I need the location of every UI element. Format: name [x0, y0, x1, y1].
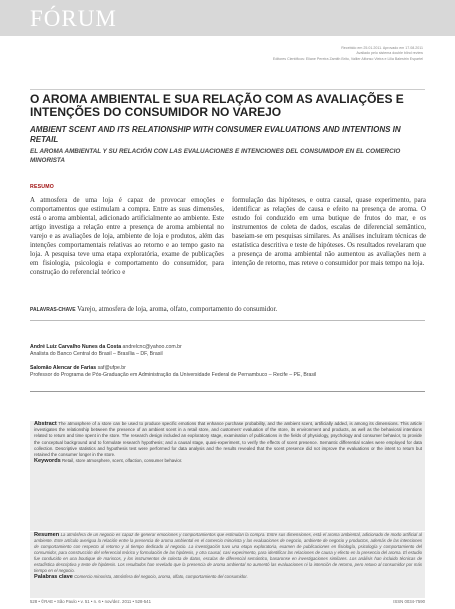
abstract-keywords-label: Keywords	[34, 458, 61, 465]
abstract-keywords-text: Retail, store atmosphere, scent, olfaction, consumer behavior.	[61, 458, 183, 464]
author-2-email[interactable]: saf@ufpe.br	[97, 365, 126, 371]
editors-note: Editores Científicos: Eliane Pereira Zamith Brito, Vallier Alfonso Vieira e Lilia Balestrin Espartel	[272, 57, 423, 61]
resumo-heading: RESUMO	[30, 184, 54, 190]
abstract	[34, 421, 422, 464]
author-1	[30, 344, 425, 358]
footer-issn: ISSN 0034-7590	[393, 599, 425, 604]
article-title-en: AMBIENT SCENT AND ITS RELATIONSHIP WITH CONSUMER EVALUATIONS AND INTENTIONS IN RETAIL	[30, 125, 401, 144]
article-title-pt: O AROMA AMBIENTAL E SUA RELAÇÃO COM AS AVALIAÇÕES E INTENÇÕES DO CONSUMIDOR NO VAREJO	[30, 92, 404, 119]
keywords-pt	[30, 306, 425, 313]
author-2-name: Salomão Alencar de Farias	[30, 365, 97, 371]
resumo-column-1: A atmosfera de uma loja é capaz de provocar emoções e comportamentos que estimulam a compra. Entre as suas dimensões, está o aroma ambiental, adicionado artificialmente ao ambiente. Este artigo investiga a relação entre a presença de aroma ambiental no varejo e as avaliações de loja, ambiente de loja e produtos, além das intenções comportamentais relativas ao retorno e ao tempo gasto na loja. A pesquisa teve uma etapa exploratória, exame de publicações em fisiologia, psicologia e comportamento do consumidor, para construção do referencial teórico e	[30, 197, 224, 277]
resumen-text: La atmósfera de un negocio es capaz de generar emociones y comportamientos que estimulan la compra. Entre sus dimensiones, está el aroma ambiental, adicionado de modo artificial al ambiente. Este artículo averigua la relación entre la presencia de aroma ambiental en el comercio minorista y las evaluaciones de negocio, ambiente de negocio y productos, además de las intenciones de comportamiento con respecto al retorno y al tiempo dedicado al negocio. La investigación tuvo una etapa exploratoria, examen de publicaciones en fisiología, psicología y comportamiento del consumidor, para construcción del referencial teórico y formulación de las hipótesis, y otra causal, casi experimento, para identificar las relaciones de causa y efecto en la presencia del aroma. El estudio fue conducido en una boutique de mariscos, y los instrumentos de colecta de datos, escalas de diferencial semántico, basaronse en investigaciones similares. Los análisis han incluido técnicas de estadística descriptiva y teste de hipótesis. Los resultados han revelado que la presencia de aroma ambiental no aumentó las evaluaciones ni la intención de retorno, pero retuvo al consumidor por más tiempo en el negocio.	[34, 532, 422, 573]
author-1-name: André Luiz Carvalho Nunes da Costa	[30, 344, 122, 350]
article-title-es: EL AROMA AMBIENTAL Y SU RELACIÓN CON LAS EVALUACIONES E INTENCIONES DEL CONSUMIDOR EN EL COMERCIO MINORISTA	[30, 148, 401, 164]
keywords-pt-text: Varejo, atmosfera de loja, aroma, olfato, comportamento do consumidor.	[77, 306, 278, 313]
title-divider	[30, 89, 425, 90]
footer-citation: 528 • ©RAE • São Paulo • v. 51 • n. 6 • nov/dez. 2011 • 528-541	[30, 599, 151, 604]
author-2	[30, 365, 425, 379]
page-footer	[30, 599, 425, 604]
review-note: Avaliado pelo sistema double blind review	[356, 51, 423, 55]
abstract-heading: Abstract	[34, 421, 57, 427]
author-1-affiliation: Analista do Banco Central do Brasil – Brasília – DF, Brasil	[30, 351, 163, 358]
author-1-email[interactable]: andrelcnc@yahoo.com.br	[122, 344, 182, 350]
resumen-heading: Resumen	[34, 532, 60, 538]
resumo-column-2: formulação das hipóteses, e outra causal, quase experimento, para identificar as relações de causa e efeito na presença de aroma. O estudo foi conduzido em uma butique de frutos do mar, e os instrumentos de coleta de dados, escalas de diferencial semântico, baseiam-se em pesquisas similares. As análises incluíram técnicas de estatística descritiva e teste de hipóteses. Os resultados revelaram que a presença de aroma ambiental não aumentou as avaliações nem a intenção de retorno, mas reteve o consumidor por mais tempo na loja.	[232, 197, 426, 268]
keywords-pt-label: PALAVRAS-CHAVE	[30, 307, 76, 313]
abstract-text: The atmosphere of a store can be used to produce specific emotions that enhance purchase probability, and the ambient scent, artificially added, is among its dimensions. This article investigates the relationship between the presence of an ambient scent in a retail store, and customers' evaluation of the store, its environment and products, as well as the behavioral intentions related to return and time spent in the store. The research design included an exploratory stage, examination of publications in the fields of physiology, psychology and consumer behavior, to provide the conceptual background and to formulate research hypothesis; and a causal stage, quasi-experiment, to verify the effects of scent presence. Semantic differential scales were employed for data collection. Descriptive statistics and hypothesis test were performed for data analysis and the results revealed that the scent presence did not improve the evaluations or the intent to return but retained the consumer longer in the store.	[34, 421, 423, 458]
authors-divider	[30, 391, 425, 392]
received-date: Recebido em 25.01.2011. Aprovado em 17.08.2011	[341, 46, 423, 50]
resumen	[34, 532, 422, 580]
resumen-keywords-label: Palabras clave	[34, 574, 73, 580]
keywords-divider	[30, 320, 425, 321]
resumen-keywords-text: Comercio minorista, atmósfera del negocio, aroma, olfato, comportamiento del consumidor.	[74, 574, 248, 579]
author-2-affiliation: Professor do Programa de Pós-Graduação em Administração da Universidade Federal de Pernambuco – Recife – PE, Brasil	[30, 372, 317, 379]
section-title: FÓRUM	[30, 6, 117, 31]
